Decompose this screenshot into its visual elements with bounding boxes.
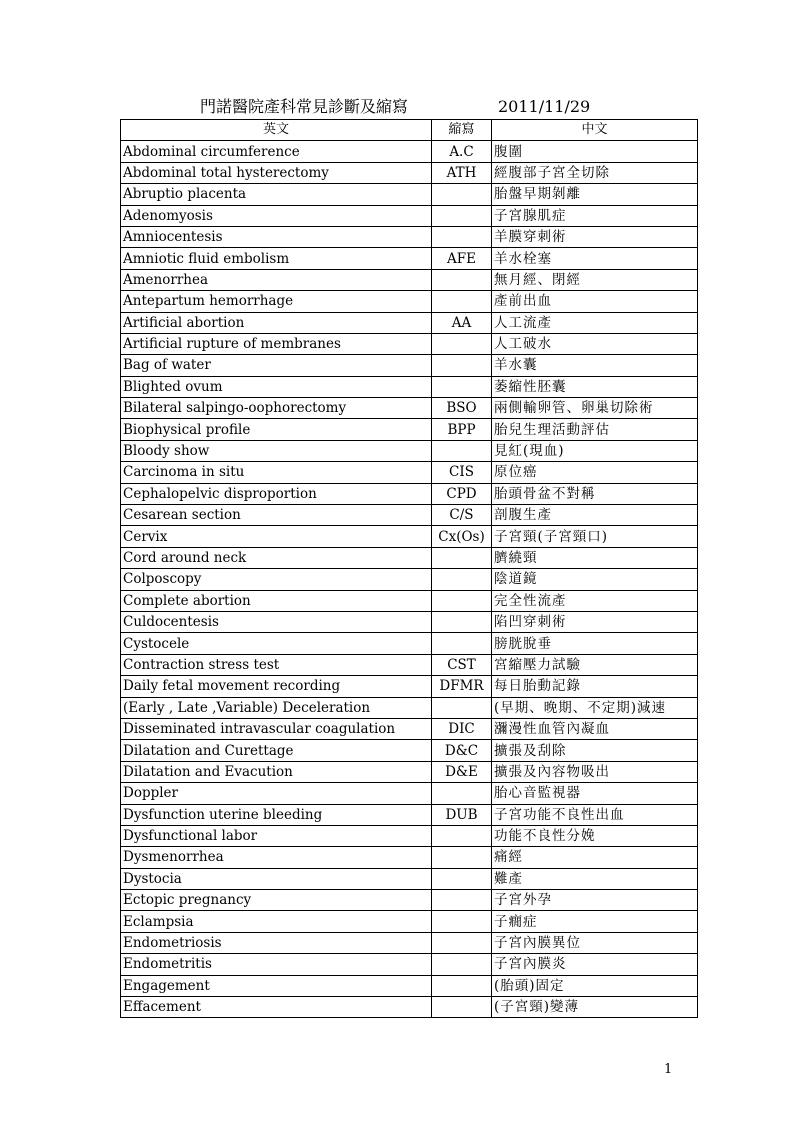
cell-abbreviation: C/S	[432, 505, 492, 526]
cell-english-term: Disseminated intravascular coagulation	[121, 718, 432, 739]
cell-english-term: Dilatation and Curettage	[121, 740, 432, 761]
cell-abbreviation: Cx(Os)	[432, 526, 492, 547]
cell-abbreviation	[432, 376, 492, 397]
cell-english-term: Bilateral salpingo-oophorectomy	[121, 398, 432, 419]
table-row	[121, 162, 698, 183]
table-row	[121, 954, 698, 975]
cell-english-term: Amenorrhea	[121, 269, 432, 290]
cell-chinese-term: (子宮頸)變薄	[492, 997, 698, 1018]
table-row	[121, 868, 698, 889]
cell-chinese-term: 膀胱脫垂	[492, 633, 698, 654]
cell-chinese-term: 陰道鏡	[492, 569, 698, 590]
table-row	[121, 483, 698, 504]
table-row	[121, 890, 698, 911]
cell-english-term: Ectopic pregnancy	[121, 890, 432, 911]
cell-chinese-term: 羊水囊	[492, 355, 698, 376]
table-row	[121, 676, 698, 697]
cell-english-term: Biophysical profile	[121, 419, 432, 440]
glossary-table	[120, 119, 698, 1018]
table-row	[121, 226, 698, 247]
cell-abbreviation	[432, 633, 492, 654]
cell-chinese-term: 子宮內膜異位	[492, 932, 698, 953]
cell-chinese-term: 胎盤早期剝離	[492, 184, 698, 205]
cell-english-term: Amniotic fluid embolism	[121, 248, 432, 269]
cell-abbreviation	[432, 932, 492, 953]
cell-abbreviation	[432, 226, 492, 247]
table-row	[121, 932, 698, 953]
cell-chinese-term: 痛經	[492, 847, 698, 868]
cell-abbreviation: AA	[432, 312, 492, 333]
cell-abbreviation: DIC	[432, 718, 492, 739]
cell-chinese-term: 產前出血	[492, 291, 698, 312]
cell-english-term: Bag of water	[121, 355, 432, 376]
cell-english-term: Blighted ovum	[121, 376, 432, 397]
cell-english-term: Doppler	[121, 783, 432, 804]
table-row	[121, 911, 698, 932]
table-row	[121, 205, 698, 226]
table-row	[121, 526, 698, 547]
table-row	[121, 355, 698, 376]
table-row	[121, 590, 698, 611]
cell-abbreviation: DUB	[432, 804, 492, 825]
cell-english-term: (Early , Late ,Variable) Deceleration	[121, 697, 432, 718]
cell-english-term: Daily fetal movement recording	[121, 676, 432, 697]
cell-abbreviation	[432, 847, 492, 868]
cell-chinese-term: 羊膜穿刺術	[492, 226, 698, 247]
column-header-chinese: 中文	[492, 120, 698, 141]
cell-chinese-term: 羊水栓塞	[492, 248, 698, 269]
cell-abbreviation: CPD	[432, 483, 492, 504]
column-header-english: 英文	[121, 120, 432, 141]
cell-chinese-term: 人工流產	[492, 312, 698, 333]
cell-english-term: Colposcopy	[121, 569, 432, 590]
cell-chinese-term: 子宮外孕	[492, 890, 698, 911]
table-row	[121, 248, 698, 269]
table-row	[121, 783, 698, 804]
cell-chinese-term: 人工破水	[492, 333, 698, 354]
table-row	[121, 333, 698, 354]
table-row	[121, 611, 698, 632]
cell-abbreviation	[432, 954, 492, 975]
cell-chinese-term: 子宮功能不良性出血	[492, 804, 698, 825]
cell-abbreviation: AFE	[432, 248, 492, 269]
cell-chinese-term: 擴張及內容物吸出	[492, 761, 698, 782]
cell-english-term: Complete abortion	[121, 590, 432, 611]
cell-english-term: Artificial rupture of membranes	[121, 333, 432, 354]
table-row	[121, 547, 698, 568]
cell-abbreviation	[432, 590, 492, 611]
table-row	[121, 654, 698, 675]
cell-abbreviation: BPP	[432, 419, 492, 440]
column-header-abbreviation: 縮寫	[432, 120, 492, 141]
cell-chinese-term: 宮縮壓力試驗	[492, 654, 698, 675]
cell-chinese-term: 功能不良性分娩	[492, 825, 698, 846]
cell-english-term: Endometriosis	[121, 932, 432, 953]
cell-english-term: Abdominal circumference	[121, 141, 432, 162]
cell-abbreviation	[432, 269, 492, 290]
cell-chinese-term: 胎心音監視器	[492, 783, 698, 804]
cell-english-term: Engagement	[121, 975, 432, 996]
cell-chinese-term: 子癇症	[492, 911, 698, 932]
table-row	[121, 141, 698, 162]
table-row	[121, 269, 698, 290]
cell-abbreviation	[432, 911, 492, 932]
table-body	[121, 141, 698, 1018]
title-date: 2011/11/29	[498, 97, 591, 116]
cell-abbreviation	[432, 184, 492, 205]
cell-abbreviation	[432, 355, 492, 376]
table-row	[121, 761, 698, 782]
cell-abbreviation	[432, 868, 492, 889]
cell-chinese-term: 擴張及刮除	[492, 740, 698, 761]
cell-chinese-term: 每日胎動記錄	[492, 676, 698, 697]
table-row	[121, 975, 698, 996]
cell-abbreviation	[432, 997, 492, 1018]
cell-abbreviation	[432, 333, 492, 354]
table-row	[121, 184, 698, 205]
cell-abbreviation: CIS	[432, 462, 492, 483]
cell-english-term: Dystocia	[121, 868, 432, 889]
cell-chinese-term: 胎頭骨盆不對稱	[492, 483, 698, 504]
cell-english-term: Carcinoma in situ	[121, 462, 432, 483]
cell-chinese-term: 臍繞頸	[492, 547, 698, 568]
table-row	[121, 804, 698, 825]
cell-english-term: Antepartum hemorrhage	[121, 291, 432, 312]
cell-chinese-term: 見紅(現血)	[492, 440, 698, 461]
cell-chinese-term: 子宮內膜炎	[492, 954, 698, 975]
cell-english-term: Cesarean section	[121, 505, 432, 526]
cell-abbreviation: D&C	[432, 740, 492, 761]
cell-english-term: Dysfunction uterine bleeding	[121, 804, 432, 825]
cell-chinese-term: 經腹部子宮全切除	[492, 162, 698, 183]
cell-english-term: Cord around neck	[121, 547, 432, 568]
cell-abbreviation	[432, 783, 492, 804]
cell-chinese-term: 萎縮性胚囊	[492, 376, 698, 397]
cell-abbreviation	[432, 205, 492, 226]
cell-english-term: Eclampsia	[121, 911, 432, 932]
cell-abbreviation: ATH	[432, 162, 492, 183]
cell-english-term: Abdominal total hysterectomy	[121, 162, 432, 183]
cell-chinese-term: (胎頭)固定	[492, 975, 698, 996]
cell-abbreviation	[432, 569, 492, 590]
table-row	[121, 997, 698, 1018]
table-row	[121, 291, 698, 312]
cell-chinese-term: 完全性流產	[492, 590, 698, 611]
table-row	[121, 398, 698, 419]
cell-english-term: Dilatation and Evacution	[121, 761, 432, 782]
cell-chinese-term: 胎兒生理活動評估	[492, 419, 698, 440]
cell-english-term: Abruptio placenta	[121, 184, 432, 205]
cell-english-term: Bloody show	[121, 440, 432, 461]
cell-chinese-term: 腹圍	[492, 141, 698, 162]
cell-english-term: Artificial abortion	[121, 312, 432, 333]
cell-abbreviation	[432, 611, 492, 632]
cell-abbreviation	[432, 890, 492, 911]
cell-english-term: Dysfunctional labor	[121, 825, 432, 846]
table-row	[121, 376, 698, 397]
cell-abbreviation	[432, 547, 492, 568]
cell-english-term: Effacement	[121, 997, 432, 1018]
table-header-row	[121, 120, 698, 141]
cell-chinese-term: 難產	[492, 868, 698, 889]
table-row	[121, 718, 698, 739]
table-row	[121, 312, 698, 333]
table-row	[121, 569, 698, 590]
cell-abbreviation: BSO	[432, 398, 492, 419]
cell-chinese-term: (早期、晚期、不定期)減速	[492, 697, 698, 718]
table-row	[121, 697, 698, 718]
cell-english-term: Amniocentesis	[121, 226, 432, 247]
cell-english-term: Endometritis	[121, 954, 432, 975]
cell-abbreviation: DFMR	[432, 676, 492, 697]
cell-english-term: Cystocele	[121, 633, 432, 654]
cell-chinese-term: 剖腹生產	[492, 505, 698, 526]
cell-abbreviation	[432, 975, 492, 996]
cell-english-term: Culdocentesis	[121, 611, 432, 632]
cell-abbreviation	[432, 291, 492, 312]
cell-english-term: Cephalopelvic disproportion	[121, 483, 432, 504]
title-text: 門諾醫院產科常見診斷及縮寫	[200, 97, 409, 116]
cell-abbreviation: CST	[432, 654, 492, 675]
cell-english-term: Adenomyosis	[121, 205, 432, 226]
page-number: 1	[664, 1062, 673, 1077]
cell-chinese-term: 兩側輸卵管、卵巢切除術	[492, 398, 698, 419]
cell-chinese-term: 無月經、閉經	[492, 269, 698, 290]
table-row	[121, 419, 698, 440]
table-row	[121, 505, 698, 526]
cell-abbreviation: A.C	[432, 141, 492, 162]
cell-chinese-term: 瀰漫性血管內凝血	[492, 718, 698, 739]
cell-abbreviation	[432, 825, 492, 846]
cell-chinese-term: 原位癌	[492, 462, 698, 483]
cell-abbreviation: D&E	[432, 761, 492, 782]
table-row	[121, 740, 698, 761]
document-title	[120, 95, 696, 119]
table-row	[121, 633, 698, 654]
cell-english-term: Contraction stress test	[121, 654, 432, 675]
table-row	[121, 825, 698, 846]
cell-english-term: Dysmenorrhea	[121, 847, 432, 868]
cell-chinese-term: 子宮腺肌症	[492, 205, 698, 226]
table-row	[121, 440, 698, 461]
cell-abbreviation	[432, 440, 492, 461]
table-row	[121, 462, 698, 483]
cell-chinese-term: 陷凹穿刺術	[492, 611, 698, 632]
cell-english-term: Cervix	[121, 526, 432, 547]
table-row	[121, 847, 698, 868]
cell-abbreviation	[432, 697, 492, 718]
cell-chinese-term: 子宮頸(子宮頸口)	[492, 526, 698, 547]
